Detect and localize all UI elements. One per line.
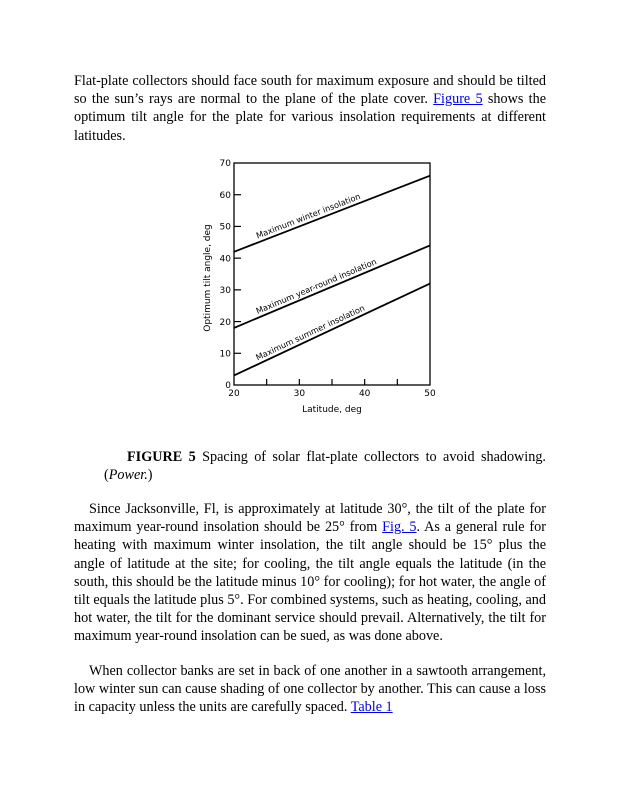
x-tick-label: 50 bbox=[424, 389, 436, 399]
y-tick-label: 20 bbox=[219, 317, 231, 328]
series-label: Maximum winter insolation bbox=[254, 191, 362, 241]
fig-5-link[interactable]: Fig. 5 bbox=[382, 519, 417, 536]
x-tick-label: 20 bbox=[228, 389, 240, 399]
series-line bbox=[234, 245, 430, 327]
series-label: Maximum year-round insolation bbox=[254, 256, 378, 316]
body-paragraph-3: When collector banks are set in back of one another in a sawtooth arrangement, low winter sun can cause shading of one collector by another. This can cause a loss in capacity unless the units are carefully spaced. Table 1 bbox=[74, 663, 546, 716]
y-tick-label: 10 bbox=[219, 349, 231, 360]
x-tick-label: 40 bbox=[358, 389, 371, 399]
y-axis-label: Optimum tilt angle, deg bbox=[203, 224, 213, 332]
tilt-angle-chart bbox=[196, 158, 456, 418]
series-label: Maximum summer insolation bbox=[254, 302, 367, 363]
y-tick-label: 30 bbox=[219, 286, 231, 297]
caption-label: FIGURE 5 bbox=[127, 449, 196, 465]
x-axis-label: Latitude, deg bbox=[302, 405, 362, 415]
series-line bbox=[234, 284, 430, 376]
series-line bbox=[234, 176, 430, 252]
figure-5-link[interactable]: Figure 5 bbox=[433, 91, 483, 108]
x-tick-label: 30 bbox=[293, 389, 306, 399]
y-tick-label: 70 bbox=[219, 159, 231, 170]
table-1-link[interactable]: Table 1 bbox=[350, 699, 393, 716]
figure-caption: FIGURE 5 Spacing of solar flat-plate collectors to avoid shadowing. (Power.) bbox=[104, 449, 546, 484]
body-paragraph-2: Since Jacksonville, Fl, is approximately at latitude 30°, the tilt of the plate for maximum year-round insolation should be 25° from Fig. 5. As a general rule for heating with maximum winter insolation, the tilt angle should be 15° plus the angle of latitude at the site; for cooling, the tilt angle equals the latitude (in the south, this should be the latitude minus 10° for cooling); for hot water, the angle of tilt equals the latitude plus 5°. For combined systems, such as heating, cooling, and hot water, the tilt for the dominant service should prevail. Alternatively, the tilt for maximum year-round insolation can be sued, as was done above. bbox=[74, 501, 546, 645]
intro-paragraph: Flat-plate collectors should face south for maximum exposure and should be tilted so the sun’s rays are normal to the plane of the plate cover. Figure 5 shows the optimum tilt angle for the plate for various insolation requirements at different latitudes. bbox=[74, 73, 547, 144]
caption-source: Power. bbox=[108, 467, 148, 484]
y-tick-label: 60 bbox=[219, 190, 231, 201]
y-tick-label: 40 bbox=[219, 254, 231, 265]
y-tick-label: 50 bbox=[219, 222, 231, 233]
y-tick-label: 0 bbox=[225, 381, 231, 392]
